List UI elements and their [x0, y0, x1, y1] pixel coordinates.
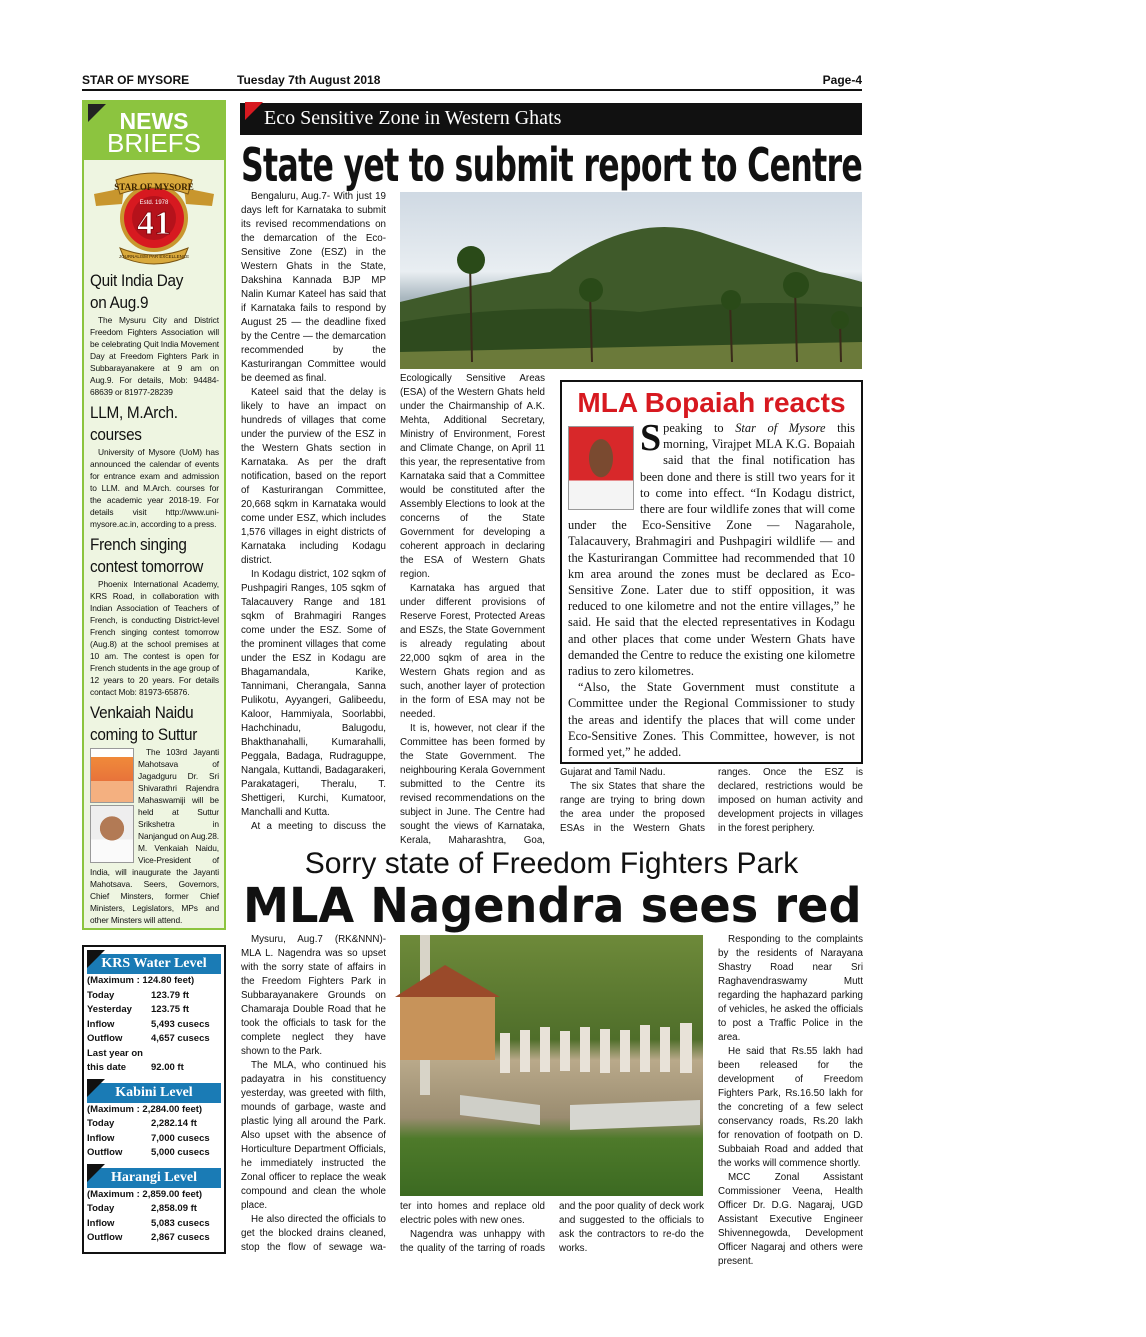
paragraph: ter into homes and replace old electric poles with new ones.: [400, 1201, 545, 1226]
star-of-mysore-41-logo: [84, 166, 224, 266]
story2-headline-wrap: [243, 878, 862, 934]
brief-title: contest tomorrow: [90, 557, 204, 576]
masthead-paper-name: STAR OF MYSORE: [82, 73, 190, 87]
krs-water-level-heading: KRS Water Level: [87, 954, 221, 974]
paper-name-italic: Star of Mysore: [735, 421, 826, 435]
story1-column-2: [400, 372, 545, 846]
seer-photo: [90, 748, 134, 803]
paragraph: He also directed the officials to get the blocked drains cleaned, stop the flow of sewage wa-: [241, 1214, 386, 1253]
paragraph: and the poor quality of deck work and suggested to the officials to ask the contractors to re-do the works.: [559, 1201, 704, 1254]
paragraph: Kateel said that the delay is likely to have an impact on hundreds of villages that come under the purview of the ESZ in the Western Ghats section in Karnataka. As per the draft notification, based on the report of Kasturirangan Committee, 20,668 sqkm in Karnataka would come under ESZ, which includes 1,576 villages in eight districts of Karnataka including Kodagu district.: [241, 387, 386, 566]
water-row: Today 123.79 ft: [87, 989, 190, 1001]
water-levels-panel: [82, 945, 226, 1254]
svg-text:STAR OF MYSORE: STAR OF MYSORE: [114, 182, 194, 192]
paragraph: Nagendra was unhappy with the quality of the tarring of roads: [400, 1229, 545, 1254]
water-row: Inflow 5,493 cusecs: [87, 1018, 210, 1030]
story1-column-1: [241, 190, 386, 838]
svg-text:JOURNALISM PAR EXCELLENCE: JOURNALISM PAR EXCELLENCE: [118, 254, 190, 259]
brief-body: The 103rd Jayanti Mahotsava of Jagadguru Dr. Sri Shivarathri Rajendra Mahaswamiji will be held at Suttur Srikshetra in Nanjangud on Aug.28. M. Venkaiah Naidu, Vice-President of India, will inaugurate the Jayanti Mahotsava. Seers, Governors, Chief Minsters, former Chief Ministers, Legislators, MPs and other Minsters will attend.: [90, 747, 219, 925]
paragraph: Responding to the complaints by the residents of Narayana Shastry Road near Sri Raghavendraswamy Mutt regarding the haphazard parking of vehicles, he asked the officials to post a Traffic Police in the area.: [718, 934, 863, 1043]
water-row: Yesterday 123.75 ft: [87, 1004, 190, 1015]
bopaiah-photo: [568, 426, 634, 510]
story2-column-3: [559, 1200, 704, 1260]
water-row: Outflow 2,867 cusecs: [87, 1232, 210, 1243]
brief-title: Quit India Day: [90, 271, 184, 290]
story2-column-4: [718, 933, 863, 1267]
venkaiah-naidu-photo: [90, 805, 134, 863]
main-headline: State yet to submit report to Centre: [241, 138, 863, 192]
freedom-fighters-park-photo: [400, 935, 703, 1196]
paragraph: Gujarat and Tamil Nadu.: [560, 767, 666, 778]
harangi-level-heading: Harangi Level: [87, 1168, 221, 1188]
mla-bopaiah-box: [560, 380, 863, 764]
paragraph: ranges. Once the ESZ is declared, restrictions would be imposed on human activity and development projects in villages in the forest periphery.: [718, 767, 863, 834]
paragraph: The MLA, who continued his padayatra in his constituency yesterday, was greeted with filth, mounds of garbage, waste and plastic lying all around the Park. Also upset with the absence of Horticulture Department Officials, he immediately instructed the Zonal officer to replace the weak compound and clean the whole place.: [241, 1060, 386, 1211]
heading-news: NEWS: [119, 108, 189, 134]
harangi-maximum: (Maximum : 2,859.00 feet): [87, 1188, 203, 1200]
news-briefs-panel: [82, 100, 226, 930]
kabini-level-heading: Kabini Level: [87, 1083, 221, 1103]
paragraph: Mysuru, Aug.7 (RK&NNN)- MLA L. Nagendra was so upset with the sorry state of affairs in the Freedom Fighters Park in Subbarayanakere Grounds on Chamaraja Double Road that he took the officials to task for the complete neglect they have shown to the Park.: [241, 934, 386, 1057]
paragraph: Bengaluru, Aug.7- With just 19 days left for Karnataka to submit its revised recommendations on the demarcation of the Eco-Sensitive Zone (ESZ) in the Western Ghats in the State, Dakshina Kannada BJP MP Nalin Kumar Kateel has said that if Karnataka fails to respond by August 25 — the deadline fixed by the Centre — the demarcation recommended by the Kasturirangan Committee would be deemed as final.: [241, 191, 386, 384]
water-row: Outflow 5,000 cusecs: [87, 1147, 210, 1158]
brief-title: courses: [90, 425, 142, 444]
western-ghats-photo: [400, 192, 862, 369]
brief-title: French singing: [90, 535, 187, 554]
paragraph: The six States that share the range are trying to bring down the area under the proposed ESAs in the Western Ghats: [560, 781, 705, 834]
brief-body: University of Mysore (UoM) has announced the calendar of events for entrance exam and admission to LLM. and M.Arch. courses for the academic year 2018-19. For details visit http://www.uni-mysore.ac.in, according to a press.: [90, 447, 219, 529]
water-row: Inflow 7,000 cusecs: [87, 1132, 210, 1144]
lead-text: this morning, Virajpet MLA K.G. Bopaiah said that the final notification has been done and there is still two years for it to come into effect. “In Kodagu district, there are four wildlife zones that will come under the Eco-Sensitive Zone — Nagarahole, Talacauvery, Brahmagiri and Pushpagiri wildlife — and the Kasturirangan Committee had recommended that 10 km area around the zones must be declared as Eco-Sensitive Zone. Later due to stiff opposition, it was reduced to one kilometre and not the entire villages,” he said. He said that the elected representatives in Kodagu and other places that come under Western Ghats have demanded the Centre to reduce the existing one kilometre radius to zero kilometres.: [568, 421, 855, 679]
lead-text: peaking to: [663, 421, 736, 435]
brief-title: LLM, M.Arch.: [90, 403, 178, 422]
story1-column-4: [718, 766, 863, 838]
brief-body: Phoenix International Academy, KRS Road, in collaboration with Indian Association of Teachers of French, is conducting District-level French singing contest tomorrow (Aug.8) at the school premises at 10 am. The contest is open for French students in the age group of 12 years to 20 years. For details contact Mob: 81973-65876.: [90, 579, 219, 697]
headline-wrap: [241, 138, 862, 190]
page-number: Page-4: [822, 73, 862, 87]
water-row: Today 2,282.14 ft: [87, 1118, 197, 1129]
brief-title: on Aug.9: [90, 293, 149, 312]
water-row: Today 2,858.09 ft: [87, 1203, 197, 1214]
paragraph: He said that Rs.55 lakh had been released for the development of Freedom Fighters Park, Rs.16.50 lakh for the concreting of a few select conservancy roads, Rs.20 lakh for renovation of footpath on D. Subbaiah Road and added that the works will commence shortly.: [718, 1046, 863, 1169]
paragraph: MCC Zonal Assistant Commissioner Veena, Health Officer Dr. D.G. Nagaraj, UGD Assistant Executive Engineer Shivennegowda, Development Officer Nagaraj and others were present.: [718, 1172, 863, 1267]
story2-column-2: [400, 1200, 545, 1260]
kicker-banner: [240, 103, 862, 135]
water-row: Last year on: [87, 1047, 143, 1059]
svg-text:Estd. 1978: Estd. 1978: [139, 200, 169, 206]
kicker-text: Eco Sensitive Zone in Western Ghats: [264, 107, 562, 129]
water-row: this date 92.00 ft: [87, 1062, 184, 1073]
paragraph: Ecologically Sensitive Areas (ESA) of the Western Ghats held under the Chairmanship of A.K. Mehta, Additional Secretary, Ministry of Environment, Forest and Climate Change, on April 11 this year, the representative from Karnataka said that a Committee would be constituted after the Assembly Elections to look at the concerns of the State Government for developing a coherent approach in declaring the ESA of Western Ghats region.: [400, 373, 545, 580]
water-row: Inflow 5,083 cusecs: [87, 1217, 210, 1229]
mla-bopaiah-headline: MLA Bopaiah reacts: [577, 387, 846, 418]
story2-headline: MLA Nagendra sees red: [243, 878, 862, 934]
masthead-date: Tuesday 7th August 2018: [237, 73, 381, 87]
drop-cap: S: [640, 417, 662, 459]
story2-subhead: Sorry state of Freedom Fighters Park: [304, 847, 799, 880]
svg-text:41: 41: [137, 205, 171, 242]
krs-maximum: (Maximum : 124.80 feet): [87, 975, 195, 986]
paragraph: Karnataka has argued that under different provisions of Reserve Forest, Protected Areas and ESZs, the State Government is already regulating about 22,000 sqkm of area in the Western Ghats region and as such, another layer of protection in the form of ESA may not be needed.: [400, 583, 545, 720]
paragraph: At a meeting to discuss the: [251, 821, 386, 832]
mla-bopaiah-body: [568, 417, 855, 760]
masthead-rule: [82, 89, 862, 91]
story2-column-1: [241, 933, 386, 1259]
brief-title: Venkaiah Naidu: [90, 703, 194, 722]
brief-title: coming to Suttur: [90, 725, 198, 744]
kabini-maximum: (Maximum : 2,284.00 feet): [87, 1103, 203, 1115]
paragraph: It is, however, not clear if the Committee has been formed by the State Government. The neighbouring Kerala Government submitted to the Centre its revised recommendations on the subject in June. The Centre had sought the views of Karnataka, Kerala, Maharashtra, Goa,: [400, 723, 545, 846]
story1-column-3: [560, 766, 705, 838]
heading-briefs: BRIEFS: [107, 128, 201, 158]
brief-body: The Mysuru City and District Freedom Fighters Association will be celebrating Quit India Movement Day at Freedom Fighters Park in Subbarayanakere at 9 am on Aug.9. For details, Mob: 94484-68639 or 81977-28239: [90, 315, 219, 397]
water-row: Outflow 4,657 cusecs: [87, 1033, 210, 1044]
paragraph: In Kodagu district, 102 sqkm of Pushpagiri Ranges, 105 sqkm of Talacauvery Range and 181 sqkm of Brahmagiri Ranges come under the ESZ. Some of the prominent villages that come under the ESZ in Kodagu are Bhagamandala, Karike, Tannimani, Cherangala, Sanna Pulikotu, Ayyangeri, Galibeedu, Kaloor, Hammiyala, Soorlabbi, Hachchinadu, Balugodu, Bhakthanahalli, Kumarahalli, Peggala, Badaga, Rudraguppe, Nangala, Kuttandi, Badagarakeri, Parakatageri, Theralu, T. Shettigeri, Kurchi, Kumatoor, Manchalli and Kutta.: [241, 569, 386, 818]
paragraph: “Also, the State Government must constitute a Committee under the Regional Commissioner to study the areas and identify the places that will come under Eco-Sensitive Zones. This Committee, however, is not formed yet,” he added.: [568, 680, 855, 760]
